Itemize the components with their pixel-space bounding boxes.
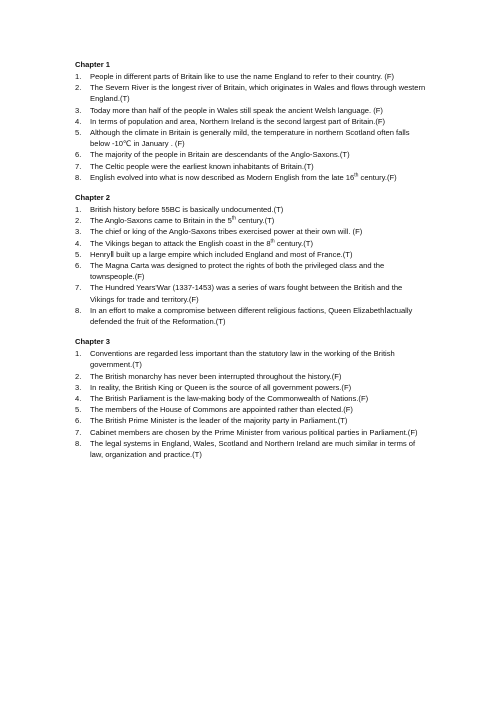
item-text: The British monarchy has never been interrupted throughout the history.(F) — [90, 371, 342, 381]
list-item — [75, 71, 427, 82]
item-number: 8. — [75, 305, 82, 315]
item-number: 1. — [75, 72, 82, 81]
chapter-2-section — [75, 192, 427, 327]
list-item — [75, 404, 427, 415]
list-item — [75, 305, 427, 327]
item-number: 1. — [75, 349, 82, 359]
item-text: Cabinet members are chosen by the Prime Minister from various political parties in Parliament.(F) — [90, 427, 418, 437]
list-item — [75, 249, 427, 260]
item-text: Today more than half of the people in Wales still speak the ancient Welsh language. (F) — [90, 105, 383, 115]
item-number: 1. — [75, 205, 82, 215]
item-text: The Severn River is the longest river of Britain, which originates in Wales and flows through western England.(T) — [90, 83, 426, 104]
list-item — [75, 215, 427, 226]
item-text: HenryⅡ built up a large empire which included England and most of France.(T) — [90, 249, 353, 259]
item-text-after: century.(T) — [236, 216, 275, 226]
list-item — [75, 427, 427, 438]
list-item — [75, 393, 427, 404]
list-item — [75, 260, 427, 282]
list-item — [75, 371, 427, 382]
item-text: Conventions are regarded less important than the statutory law in the working of the British government.(T) — [90, 349, 395, 370]
item-number: 2. — [75, 371, 82, 381]
item-number: 2. — [75, 83, 82, 93]
chapter-3-section — [75, 336, 427, 460]
item-text: British history before 55BC is basically undocumented.(T) — [90, 205, 284, 215]
item-number: 6. — [75, 150, 82, 160]
item-text-before: The Anglo-Saxons came to Britain in the 5 — [90, 216, 232, 226]
ordinal-suffix: th — [354, 172, 359, 179]
list-item — [75, 105, 427, 116]
chapter-title: Chapter 2 — [75, 193, 111, 203]
item-text: The Magna Carta was designed to protect the rights of both the privileged class and the townspeople.(F) — [90, 261, 385, 282]
item-text: The chief or king of the Anglo-Saxons tribes exercised power at their own will. (F) — [90, 227, 363, 237]
item-number: 7. — [75, 161, 82, 171]
item-text-before: The Vikings began to attack the English coast in the 8 — [90, 238, 271, 248]
list-item — [75, 82, 427, 104]
list-item — [75, 382, 427, 393]
item-number: 2. — [75, 216, 82, 226]
item-text: The legal systems in England, Wales, Scotland and Northern Ireland are much similar in terms of law, organization and practice.(T) — [90, 438, 416, 460]
list-item — [75, 415, 427, 426]
statement-list — [75, 348, 427, 460]
chapter-1-section — [75, 59, 427, 183]
list-item — [75, 172, 427, 183]
item-number: 8. — [75, 438, 82, 448]
list-item — [75, 438, 427, 460]
item-number: 3. — [75, 382, 82, 392]
list-item — [75, 282, 427, 304]
item-number: 3. — [75, 227, 82, 237]
item-text-before: English evolved into what is now described as Modern English from the late 16 — [90, 172, 355, 182]
item-text-after: century.(T) — [274, 238, 313, 248]
item-text: In terms of population and area, Northern Ireland is the second largest part of Britain.(F) — [90, 116, 386, 126]
list-item — [75, 348, 427, 370]
statement-list — [75, 71, 427, 183]
item-number: 7. — [75, 427, 82, 437]
list-item — [75, 116, 427, 127]
statement-list — [75, 204, 427, 327]
item-text: People in different parts of Britain like to use the name England to refer to their country. (F) — [90, 72, 395, 81]
chapter-title: Chapter 3 — [75, 337, 111, 347]
list-item — [75, 149, 427, 160]
item-number: 8. — [75, 172, 82, 182]
item-text: The members of the House of Commons are appointed rather than elected.(F) — [90, 405, 353, 415]
item-text: The British Parliament is the law-making body of the Commonwealth of Nations.(F) — [90, 394, 369, 404]
list-item — [75, 238, 427, 249]
item-text-after: century.(F) — [358, 172, 397, 182]
item-number: 3. — [75, 105, 82, 115]
list-item — [75, 204, 427, 215]
ordinal-suffix: th — [231, 215, 237, 222]
list-item — [75, 226, 427, 237]
item-text: In an effort to make a compromise between different religious factions, Queen ElizabethⅠactually defended the fruit of the Reformation.(T) — [90, 305, 413, 327]
item-text: The British Prime Minister is the leader of the majority party in Parliament.(T) — [90, 416, 348, 426]
item-number: 6. — [75, 261, 82, 271]
item-number: 5. — [75, 128, 82, 138]
item-number: 5. — [75, 405, 82, 415]
item-number: 5. — [75, 249, 82, 259]
item-number: 7. — [75, 283, 82, 293]
item-text: The Celtic people were the earliest known inhabitants of Britain.(T) — [90, 161, 314, 171]
item-number: 4. — [75, 394, 82, 404]
item-text: In reality, the British King or Queen is the source of all government powers.(F) — [90, 382, 352, 392]
chapter-title: Chapter 1 — [75, 60, 111, 69]
item-number: 6. — [75, 416, 82, 426]
item-number: 4. — [75, 238, 82, 248]
list-item — [75, 127, 427, 149]
list-item — [75, 161, 427, 172]
item-number: 4. — [75, 116, 82, 126]
ordinal-suffix: th — [270, 238, 275, 245]
document-page — [75, 59, 427, 469]
item-text: The majority of the people in Britain are descendants of the Anglo-Saxons.(T) — [90, 150, 350, 160]
item-text: Although the climate in Britain is generally mild, the temperature in northern Scotland often falls below -10℃ in January . (F) — [90, 128, 410, 149]
item-text: The Hundred Years'War (1337-1453) was a series of wars fought between the British and the Vikings for trade and territory.(F) — [90, 283, 403, 304]
